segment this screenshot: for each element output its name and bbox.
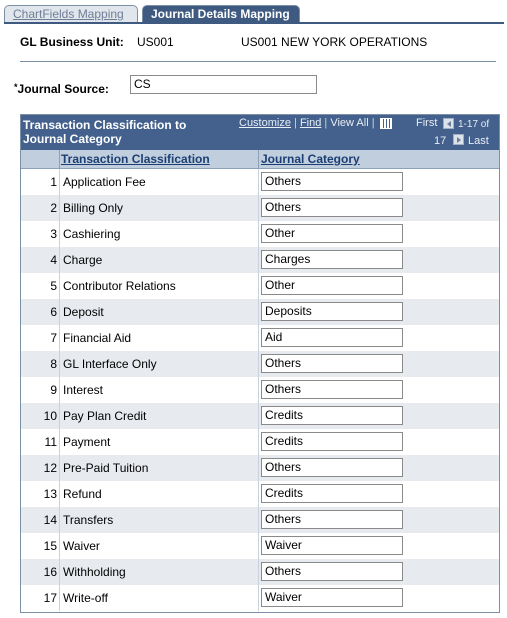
row-number: 3 <box>50 227 57 241</box>
table-row <box>21 273 499 299</box>
journal-category-input[interactable]: Deposits <box>261 302 403 321</box>
row-separator <box>258 533 259 559</box>
table-row <box>21 507 499 533</box>
table-row <box>21 299 499 325</box>
row-number: 14 <box>43 513 57 527</box>
journal-category-input[interactable]: Credits <box>261 484 403 503</box>
row-number: 10 <box>43 409 57 423</box>
business-unit-name: US001 NEW YORK OPERATIONS <box>241 35 428 49</box>
row-number: 1 <box>50 175 57 189</box>
table-row <box>21 351 499 377</box>
grid-rows <box>21 169 499 611</box>
row-separator <box>59 507 60 533</box>
journal-category-input[interactable]: Credits <box>261 406 403 425</box>
row-separator <box>258 169 259 195</box>
transaction-classification-cell: Waiver <box>63 539 100 553</box>
journal-category-input[interactable]: Others <box>261 198 403 217</box>
column-header-transaction-classification[interactable]: Transaction Classification <box>61 152 210 166</box>
business-unit-label: GL Business Unit: <box>20 35 124 49</box>
row-number: 2 <box>50 201 57 215</box>
tab-journal-details-mapping[interactable] <box>142 5 300 22</box>
column-separator <box>59 150 60 168</box>
view-all-link[interactable]: View All <box>330 117 369 129</box>
transaction-classification-cell: Cashiering <box>63 227 121 241</box>
column-header-row <box>21 150 499 169</box>
transaction-classification-cell: Pre-Paid Tuition <box>63 461 149 475</box>
row-separator <box>59 455 60 481</box>
table-row <box>21 221 499 247</box>
journal-category-input[interactable]: Others <box>261 458 403 477</box>
row-separator <box>59 247 60 273</box>
table-row <box>21 455 499 481</box>
tab-chartfields-mapping-label: ChartFields Mapping <box>13 7 124 21</box>
journal-category-input[interactable]: Others <box>261 354 403 373</box>
column-header-journal-category[interactable]: Journal Category <box>261 152 360 166</box>
row-separator <box>59 585 60 611</box>
transaction-classification-cell: Contributor Relations <box>63 279 176 293</box>
customize-link[interactable]: Customize <box>239 117 291 129</box>
row-separator <box>258 429 259 455</box>
journal-category-input[interactable]: Other <box>261 276 403 295</box>
grid-title: Transaction Classification to Journal Category <box>23 118 187 146</box>
row-number: 4 <box>50 253 57 267</box>
row-separator <box>258 585 259 611</box>
journal-category-input[interactable]: Others <box>261 562 403 581</box>
row-separator <box>258 221 259 247</box>
find-link[interactable]: Find <box>299 117 322 129</box>
total-count: 17 <box>434 135 447 147</box>
transaction-classification-cell: Transfers <box>63 513 114 527</box>
grid-header <box>21 115 499 150</box>
classification-grid <box>20 114 500 613</box>
journal-category-input[interactable]: Credits <box>261 432 403 451</box>
row-separator <box>258 273 259 299</box>
row-number: 13 <box>43 487 57 501</box>
download-grid-icon[interactable] <box>380 118 392 129</box>
row-separator <box>59 533 60 559</box>
tab-journal-details-mapping-label: Journal Details Mapping <box>151 7 290 21</box>
journal-source-label-text: Journal Source: <box>17 82 109 96</box>
row-separator <box>59 169 60 195</box>
transaction-classification-cell: Billing Only <box>63 201 124 215</box>
journal-category-input[interactable]: Others <box>261 172 403 191</box>
transaction-classification-cell: Pay Plan Credit <box>63 409 147 423</box>
transaction-classification-cell: Write-off <box>63 591 108 605</box>
transaction-classification-cell: Charge <box>63 253 103 267</box>
row-number: 5 <box>50 279 57 293</box>
row-number: 16 <box>43 565 57 579</box>
journal-category-input[interactable]: Waiver <box>261 536 403 555</box>
business-unit-code: US001 <box>137 35 174 49</box>
journal-category-input[interactable]: Aid <box>261 328 403 347</box>
required-marker: * <box>14 82 18 92</box>
journal-source-input[interactable]: CS <box>130 75 317 94</box>
previous-arrow-icon[interactable] <box>443 118 454 129</box>
row-separator <box>59 351 60 377</box>
row-separator <box>59 221 60 247</box>
transaction-classification-cell: Deposit <box>63 305 104 319</box>
row-separator <box>59 325 60 351</box>
row-separator <box>258 455 259 481</box>
row-separator <box>59 273 60 299</box>
journal-category-input[interactable]: Other <box>261 224 403 243</box>
table-row <box>21 247 499 273</box>
journal-source-label <box>14 82 109 96</box>
row-separator <box>59 403 60 429</box>
table-row <box>21 559 499 585</box>
row-number: 7 <box>50 331 57 345</box>
transaction-classification-cell: Financial Aid <box>63 331 132 345</box>
row-separator <box>59 377 60 403</box>
row-separator <box>59 299 60 325</box>
row-separator <box>59 559 60 585</box>
table-row <box>21 195 499 221</box>
transaction-classification-cell: Interest <box>63 383 104 397</box>
row-separator <box>59 481 60 507</box>
row-number: 9 <box>50 383 57 397</box>
table-row <box>21 533 499 559</box>
section-divider <box>20 61 496 62</box>
tab-chartfields-mapping[interactable] <box>4 5 138 22</box>
next-arrow-icon[interactable] <box>453 134 464 145</box>
table-row <box>21 429 499 455</box>
transaction-classification-cell: GL Interface Only <box>63 357 157 371</box>
row-separator <box>258 325 259 351</box>
transaction-classification-cell: Application Fee <box>63 175 146 189</box>
journal-category-input[interactable]: Waiver <box>261 588 403 607</box>
range-text: 1-17 of <box>458 119 490 130</box>
tab-underline <box>4 22 504 24</box>
column-separator <box>258 150 259 168</box>
transaction-classification-cell: Refund <box>63 487 102 501</box>
row-separator <box>258 377 259 403</box>
row-separator <box>258 247 259 273</box>
table-row <box>21 325 499 351</box>
transaction-classification-cell: Payment <box>63 435 111 449</box>
row-number: 11 <box>44 435 57 449</box>
row-separator <box>59 429 60 455</box>
row-separator <box>59 195 60 221</box>
table-row <box>21 377 499 403</box>
row-number: 17 <box>43 591 57 605</box>
row-separator <box>258 559 259 585</box>
table-row <box>21 403 499 429</box>
first-label: First <box>416 117 438 129</box>
row-separator <box>258 299 259 325</box>
row-separator <box>258 403 259 429</box>
nav-separator: | <box>294 117 297 129</box>
row-separator <box>258 481 259 507</box>
table-row <box>21 481 499 507</box>
last-label: Last <box>468 135 489 147</box>
nav-separator: | <box>371 117 375 129</box>
row-number: 8 <box>50 357 57 371</box>
row-number: 12 <box>43 461 57 475</box>
tab-bar <box>4 5 504 23</box>
nav-separator: | <box>324 117 328 129</box>
row-number: 15 <box>43 539 57 553</box>
table-row <box>21 585 499 611</box>
journal-category-input[interactable]: Others <box>261 380 403 399</box>
table-row <box>21 169 499 195</box>
transaction-classification-cell: Withholding <box>63 565 126 579</box>
row-separator <box>258 507 259 533</box>
row-number: 6 <box>50 305 57 319</box>
journal-category-input[interactable]: Charges <box>261 250 403 269</box>
row-separator <box>258 195 259 221</box>
journal-category-input[interactable]: Others <box>261 510 403 529</box>
grid-nav-links <box>239 117 375 129</box>
row-separator <box>258 351 259 377</box>
